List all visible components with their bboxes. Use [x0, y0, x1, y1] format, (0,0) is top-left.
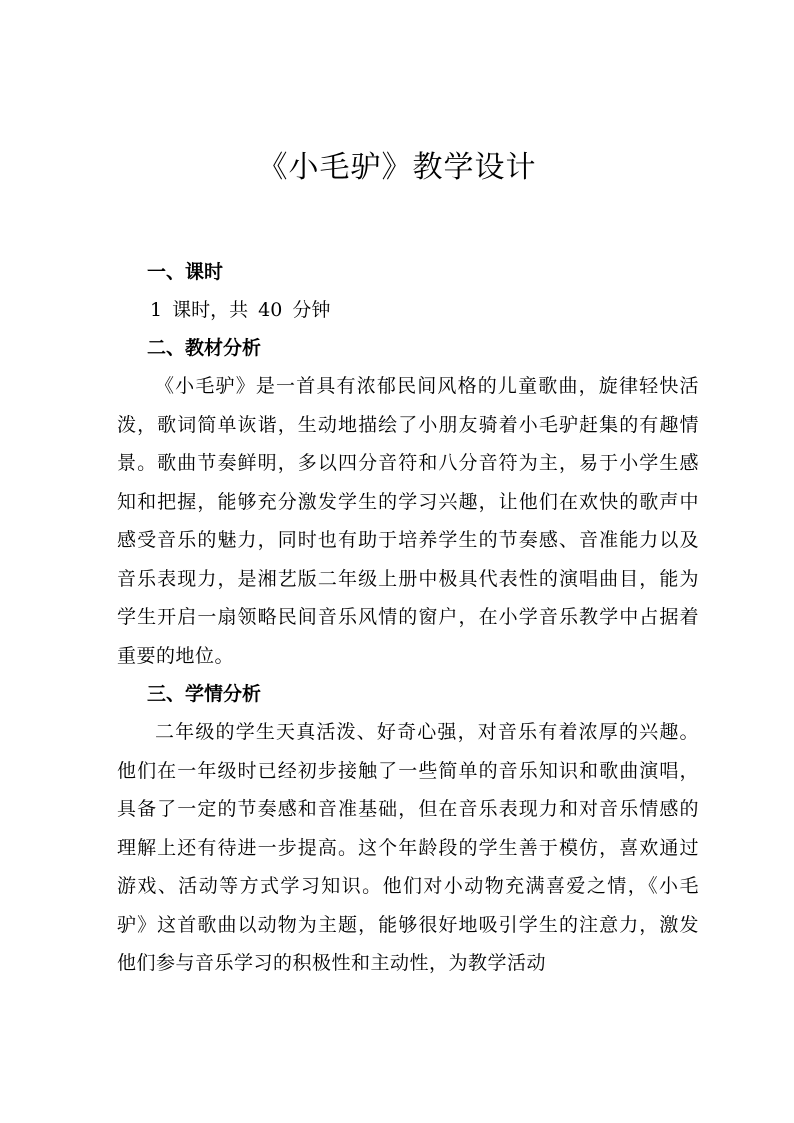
- material-analysis-paragraph: 《小毛驴》是一首具有浓郁民间风格的儿童歌曲，旋律轻快活泼，歌词简单诙谐，生动地描绘了小朋友骑着小毛驴赶集的有趣情景。歌曲节奏鲜明，多以四分音符和八分音符为主，易于小学生感知和把握，能够充分激发学生的学习兴趣，让他们在欢快的歌声中感受音乐的魅力，同时也有助于培养学生的节奏感、音准能力以及音乐表现力，是湘艺版二年级上册中极具代表性的演唱曲目，能为学生开启一扇领略民间音乐风情的窗户，在小学音乐教学中占据着重要的地位。: [117, 375, 699, 667]
- student-analysis-paragraph: 二年级的学生天真活泼、好奇心强，对音乐有着浓厚的兴趣。他们在一年级时已经初步接触了一些简单的音乐知识和歌曲演唱，具备了一定的节奏感和音准基础，但在音乐表现力和对音乐情感的理解上还有待进一步提高。这个年龄段的学生善于模仿，喜欢通过游戏、活动等方式学习知识。他们对小动物充满喜爱之情，《小毛驴》这首歌曲以动物为主题，能够很好地吸引学生的注意力，激发他们参与音乐学习的积极性和主动性，为教学活动: [117, 721, 699, 974]
- section-heading-material: 二、教材分析: [147, 337, 262, 359]
- document-title: 《小毛驴》教学设计: [257, 150, 537, 185]
- period-text: 1 课时，共 40 分钟: [150, 299, 331, 321]
- section-heading-students: 三、学情分析: [147, 683, 262, 705]
- document-body: [117, 253, 699, 983]
- section-heading-period: 一、课时: [147, 261, 224, 283]
